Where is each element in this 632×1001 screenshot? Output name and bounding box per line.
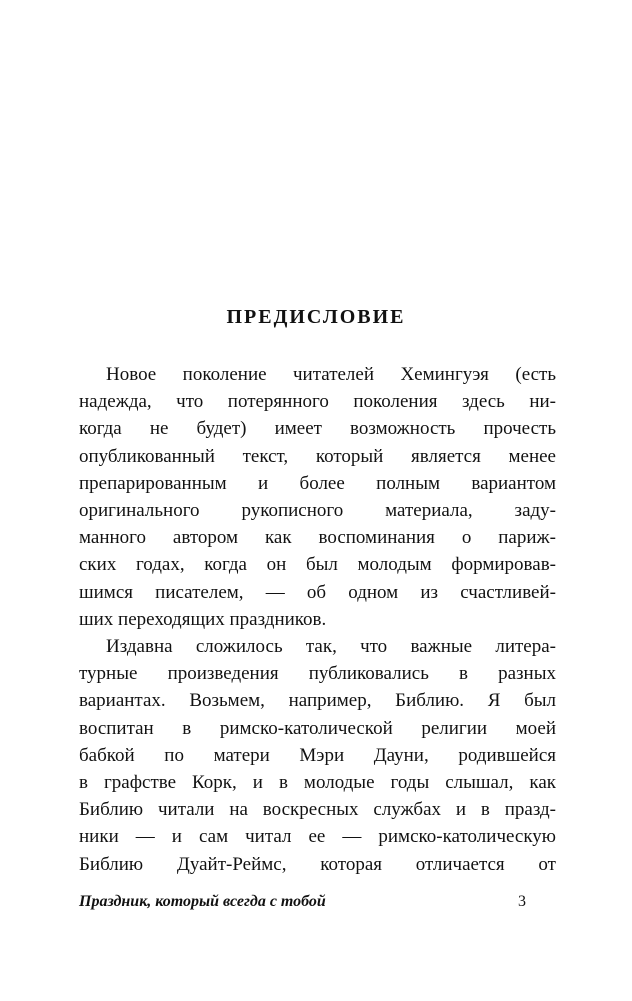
text-line: опубликованный текст, который является менее (79, 445, 556, 467)
page-number: 3 (518, 893, 526, 910)
text-line: ших переходящих праздников. (79, 608, 327, 630)
text-line: оригинального рукописного материала, заду- (79, 500, 556, 522)
text-line: Библию читали на воскресных службах и в празд- (79, 799, 556, 821)
text-line: шимся писателем, — об одном из счастливей- (79, 581, 556, 603)
chapter-heading: ПРЕДИСЛОВИЕ (226, 306, 406, 328)
text-line: турные произведения публиковались в разных (79, 663, 556, 685)
page-footer (79, 893, 556, 911)
text-line: манного автором как воспоминания о париж- (79, 527, 556, 549)
text-line: Библию Дуайт-Реймс, которая отличается от (79, 853, 556, 875)
text-line: воспитан в римско-католической религии моей (79, 717, 556, 739)
text-line: в графстве Корк, и в молодые годы слышал, как (79, 772, 556, 794)
text-line: когда не будет) имеет возможность прочесть (79, 418, 556, 440)
text-line: Новое поколение читателей Хемингуэя (есть (106, 364, 556, 385)
text-line: бабкой по матери Мэри Дауни, родившейся (79, 744, 556, 766)
text-line: ники — и сам читал ее — римско-католическую (79, 826, 556, 848)
text-line: препарированным и более полным вариантом (79, 472, 556, 494)
body-text (79, 361, 556, 878)
text-line: вариантах. Возьмем, например, Библию. Я был (79, 690, 556, 712)
text-line: ских годах, когда он был молодым формировав- (79, 554, 556, 576)
text-line: надежда, что потерянного поколения здесь ни- (79, 391, 556, 413)
paragraph (79, 361, 556, 633)
text-line: Издавна сложилось так, что важные литера- (106, 636, 556, 658)
running-title: Праздник, который всегда с тобой (79, 893, 326, 910)
paragraph (79, 633, 556, 878)
